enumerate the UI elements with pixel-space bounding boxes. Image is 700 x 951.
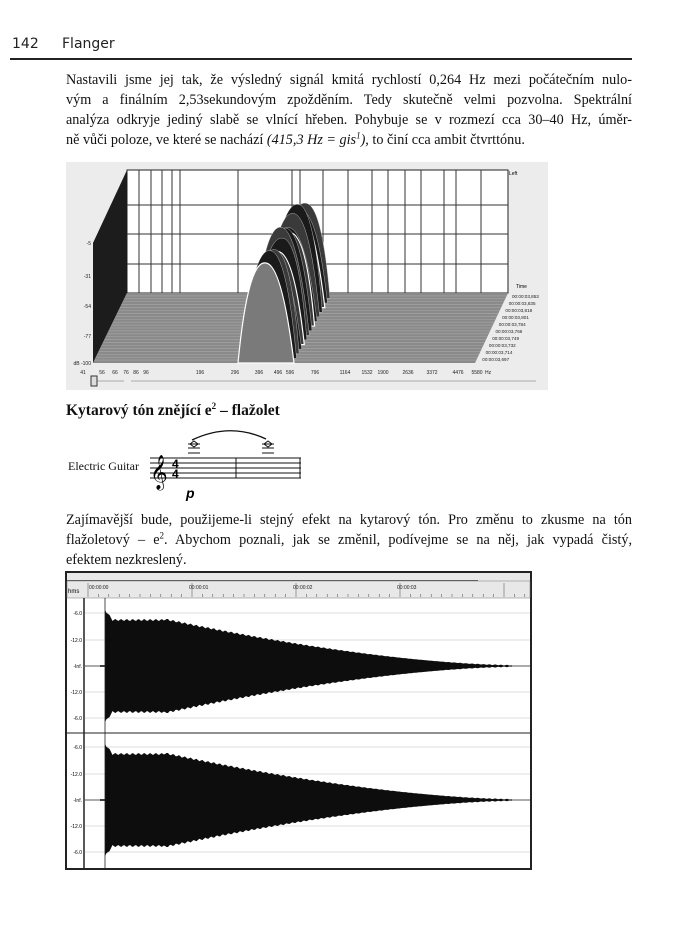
superscript: 1	[356, 130, 361, 141]
instrument-name: Electric Guitar	[68, 459, 139, 473]
text-line: vým a finálním 2,53sekundovým zpožděním. Tedy skutečně velmi pozvolna. Spektrální	[66, 92, 632, 108]
time-slider-thumb[interactable]	[91, 376, 97, 386]
waveform-editor	[64, 570, 534, 872]
db-tick-label: -12.0	[70, 690, 82, 696]
text: . Abychom poznali, jak se změnil, podívejme se na něj, jak vypadá čistý,	[164, 532, 632, 548]
paragraph-guitar	[66, 510, 632, 570]
running-title: Flanger	[62, 36, 115, 52]
music-score	[140, 425, 310, 505]
db-tick-label: -6.0	[73, 745, 82, 751]
time-mark-label: 00:00:00	[89, 585, 109, 591]
channel-label: Left	[509, 171, 518, 177]
x-tick-label: 86	[133, 370, 139, 376]
text-line	[66, 130, 632, 150]
text: ně vůči poloze, ve které se nachází	[66, 132, 267, 148]
db-tick-label: -12.0	[70, 638, 82, 644]
text: ),	[360, 132, 369, 148]
spectrum-3d-figure	[66, 162, 548, 390]
x-tick-label: 3372	[426, 370, 438, 376]
x-tick-label: 66	[112, 370, 118, 376]
treble-clef-icon: 𝄞	[150, 456, 168, 489]
db-tick-label: -Inf.	[73, 798, 82, 804]
time-mark-label: 00:00:02	[293, 585, 313, 591]
db-tick-label: -12.0	[70, 772, 82, 778]
x-tick-label: 1164	[339, 370, 351, 376]
time-tick-label: 00:00:03,766	[495, 329, 523, 334]
time-tick-label: 00:00:03,749	[492, 336, 520, 341]
superscript: 2	[211, 400, 217, 411]
text: – flažolet	[216, 402, 280, 419]
note-frequency: (415,3 Hz = gis	[266, 132, 357, 148]
page-number: 142	[12, 36, 39, 52]
harmonic-note-2	[262, 441, 274, 453]
dynamic-marking: p	[186, 485, 195, 501]
x-tick-label: 1532	[361, 370, 373, 376]
time-tick-label: 00:00:03,801	[502, 315, 529, 320]
x-tick-label: 2636	[402, 370, 414, 376]
time-tick-label: 00:00:03,714	[485, 350, 513, 355]
y-tick-label: dB -100	[73, 361, 91, 367]
y-tick-label: -77	[83, 334, 91, 340]
x-tick-label: 41	[80, 370, 86, 376]
time-tick-label: 00:00:03,818	[505, 308, 533, 313]
y-tick-label: -31	[83, 274, 91, 280]
db-tick-label: -6.0	[73, 611, 82, 617]
time-tick-label: 00:00:03,835	[508, 301, 536, 306]
text-line: Zajímavější bude, použijeme-li stejný efekt na kytarový tón. Pro změnu to zkusme na tón	[66, 512, 632, 528]
db-tick-label: -6.0	[73, 716, 82, 722]
x-tick-label: 96	[143, 370, 149, 376]
harmonic-note-1	[188, 441, 200, 453]
time-signature-bottom: 4	[172, 467, 179, 481]
time-signature-top: 4	[172, 457, 179, 471]
text: Kytarový tón znějící e	[66, 402, 212, 419]
db-tick-label: -6.0	[73, 850, 82, 856]
time-mark-label: 00:00:01	[189, 585, 209, 591]
time-tick-label: 00:00:03,784	[498, 322, 526, 327]
text: flažoletový – e	[66, 532, 160, 548]
text-line	[66, 530, 632, 550]
x-tick-label: 196	[195, 370, 205, 376]
time-tick-label: 00:00:03,853	[512, 294, 539, 299]
x-tick-label: 596	[285, 370, 295, 376]
text: to činí cca ambit čtvrttónu.	[368, 132, 525, 148]
x-tick-label: 56	[99, 370, 105, 376]
x-tick-label: 396	[254, 370, 264, 376]
text-line: Nastavili jsme jej tak, že výsledný signál kmitá rychlostí 0,264 Hz mezi počátečním nulo-	[66, 72, 632, 88]
x-tick-label: 796	[310, 370, 320, 376]
paragraph-intro	[66, 70, 632, 150]
text-line: efektem nezkreslený.	[66, 552, 187, 568]
ruler-unit-icon[interactable]: hms	[68, 589, 80, 595]
x-tick-label: 496	[273, 370, 283, 376]
y-tick-label: -54	[83, 304, 91, 310]
db-tick-label: -Inf.	[73, 664, 82, 670]
overview-bar[interactable]	[67, 573, 530, 581]
time-mark-label: 00:00:03	[397, 585, 417, 591]
x-tick-label: 1900	[377, 370, 389, 376]
header-rule	[10, 58, 632, 60]
db-tick-label: -12.0	[70, 824, 82, 830]
superscript: 2	[159, 530, 165, 541]
x-unit-label: Hz	[485, 370, 492, 376]
time-tick-label: 00:00:03,697	[482, 357, 510, 362]
tie	[192, 431, 266, 440]
x-tick-label: 296	[230, 370, 240, 376]
time-tick-label: 00:00:03,732	[488, 343, 516, 348]
x-tick-label: 4476	[452, 370, 464, 376]
y-tick-label: -5	[86, 241, 91, 247]
x-tick-label: 76	[123, 370, 129, 376]
x-tick-label: 5580	[471, 370, 483, 376]
time-axis-title: Time	[516, 284, 527, 290]
text-line: analýza odkryje jediný slabě se vlnící hřeben. Pohybuje se v rozmezí cca 30–40 Hz, úměr-	[66, 112, 632, 128]
section-heading	[66, 402, 280, 420]
